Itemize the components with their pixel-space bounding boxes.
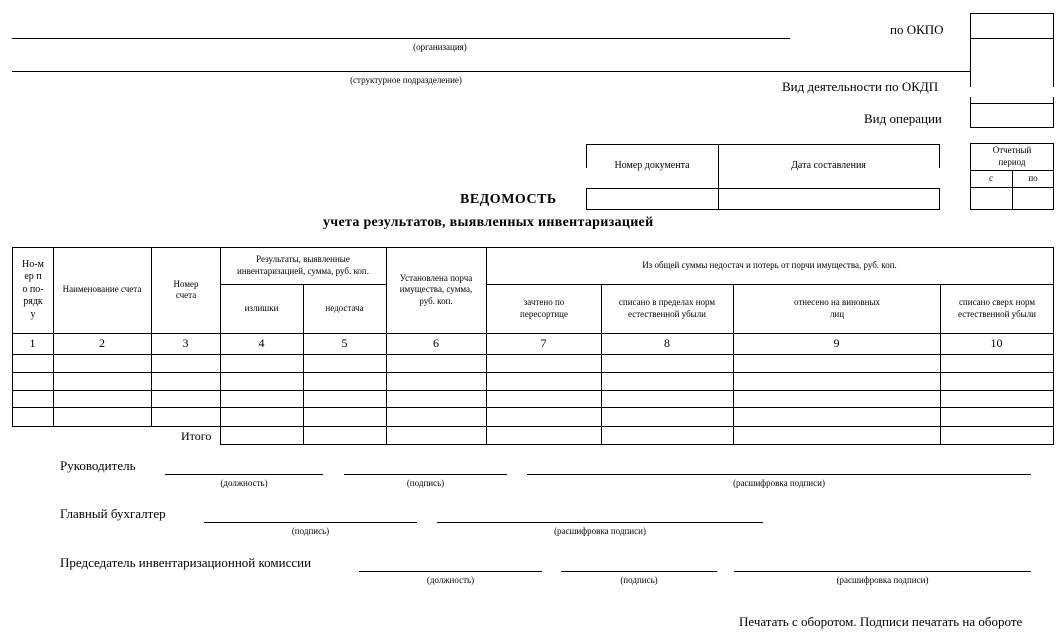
commission-chair-decode-line[interactable]: [734, 571, 1031, 572]
document-title: ВЕДОМОСТЬ: [460, 192, 557, 207]
col-number: 7: [540, 336, 547, 350]
header-results-group: Результаты, выявленные инвентаризацией, сумма, руб. коп.: [237, 254, 369, 276]
organization-caption: (организация): [413, 42, 467, 52]
head-decode-caption: (расшифровка подписи): [733, 478, 825, 488]
print-note: Печатать с оборотом. Подписи печатать на обороте: [739, 614, 1023, 629]
period-to-label: по: [1028, 172, 1038, 183]
col-number: 10: [990, 336, 1003, 350]
col-number: 1: [29, 336, 36, 350]
header-within-norms: списано в пределах норм естественной убыли: [618, 297, 716, 319]
col-number: 6: [433, 336, 439, 350]
head-signature-line[interactable]: [344, 474, 507, 475]
period-to-field[interactable]: [1013, 188, 1053, 209]
head-label: Руководитель: [60, 458, 136, 473]
total-label: Итого: [181, 429, 212, 443]
header-account-number: Номер счета: [173, 278, 199, 300]
commission-chair-label: Председатель инвентаризационной комиссии: [60, 555, 312, 570]
chief-accountant-signature-caption: (подпись): [291, 526, 330, 536]
department-line[interactable]: [12, 71, 970, 72]
operation-label: Вид операции: [864, 111, 942, 126]
header-regrading: зачтено по пересортице: [520, 297, 568, 319]
header-surplus: излишки: [244, 302, 279, 313]
okdp-code-field[interactable]: [971, 72, 1053, 103]
operation-code-field[interactable]: [971, 104, 1053, 127]
col-number: 8: [664, 336, 670, 350]
commission-chair-position-line[interactable]: [359, 571, 542, 572]
doc-number-label: Номер документа: [614, 160, 690, 171]
table-row[interactable]: [13, 391, 1053, 407]
table-row[interactable]: [13, 408, 1053, 426]
okpo-label: по ОКПО: [890, 22, 944, 37]
period-title: Отчетный период: [992, 145, 1032, 167]
date-label: Дата составления: [791, 160, 866, 171]
header-above-norms: списано сверх норм естественной убыли: [958, 297, 1036, 319]
header-damage: Установлена порча имущества, сумма, руб. коп.: [399, 273, 473, 306]
col-number: 9: [833, 336, 840, 350]
doc-number-field[interactable]: [587, 189, 718, 209]
okpo-code-field[interactable]: [971, 14, 1053, 38]
document-subtitle: учета результатов, выявленных инвентаризацией: [323, 215, 654, 230]
header-shortage: недостача: [325, 302, 364, 313]
period-from-label: с: [989, 172, 993, 183]
total-row[interactable]: [221, 427, 1053, 444]
commission-chair-position-caption: (должность): [426, 575, 475, 585]
header-row-number: Но-мер по по-рядку: [22, 258, 44, 320]
header-breakdown-group: Из общей суммы недостач и потерь от порчи имущества, руб. коп.: [642, 259, 897, 270]
head-signature-caption: (подпись): [406, 478, 445, 488]
department-caption: (структурное подразделение): [350, 75, 462, 85]
period-from-field[interactable]: [971, 188, 1012, 209]
col-number: 2: [99, 336, 105, 350]
okdp-label: Вид деятельности по ОКДП: [782, 79, 939, 94]
chief-accountant-decode-line[interactable]: [437, 522, 763, 523]
col-number: 4: [258, 336, 265, 350]
chief-accountant-signature-line[interactable]: [204, 522, 417, 523]
header-guilty-persons: отнесено на виновных лиц: [793, 297, 881, 319]
header-account-name: Наименование счета: [62, 284, 142, 295]
chief-accountant-decode-caption: (расшифровка подписи): [554, 526, 646, 536]
organization-line[interactable]: [12, 38, 790, 39]
table-row[interactable]: [13, 373, 1053, 390]
head-position-line[interactable]: [165, 474, 323, 475]
commission-chair-signature-line[interactable]: [561, 571, 717, 572]
date-field[interactable]: [719, 189, 939, 209]
table-row[interactable]: [13, 355, 1053, 372]
col-number: 5: [341, 336, 348, 350]
commission-chair-signature-caption: (подпись): [620, 575, 658, 585]
chief-accountant-label: Главный бухгалтер: [60, 506, 166, 521]
commission-chair-decode-caption: (расшифровка подписи): [836, 575, 929, 585]
col-number: 3: [182, 336, 189, 350]
head-decode-line[interactable]: [527, 474, 1031, 475]
head-position-caption: (должность): [220, 478, 268, 488]
